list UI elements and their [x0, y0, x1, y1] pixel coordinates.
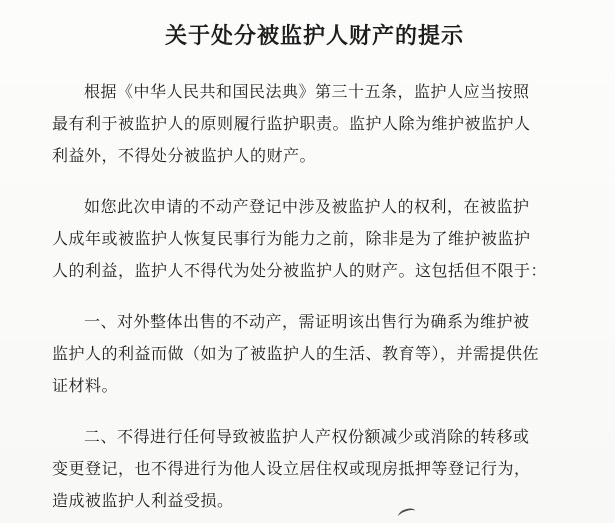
paragraph-line: 监护人的利益而做（如为了被监护人的生活、教育等），并需提供佐 [52, 344, 540, 363]
paragraph-legal-basis [52, 76, 577, 172]
paragraph-line: 二、不得进行任何导致被监护人产权份额减少或消除的转移或 [84, 427, 530, 446]
paragraph-line: 证材料。 [52, 376, 119, 395]
paragraph-line: 如您此次申请的不动产登记中涉及被监护人的权利，在被监护 [84, 197, 530, 216]
paragraph-item-one [52, 306, 577, 402]
paragraph-line: 造成被监护人利益受损。 [52, 491, 234, 510]
paragraph-line: 根据《中华人民共和国民法典》第三十五条，监护人应当按照 [84, 82, 530, 101]
paragraph-line: 最有利于被监护人的原则履行监护职责。监护人除为维护被监护人 [52, 114, 531, 133]
paragraph-line: 利益外，不得处分被监护人的财产。 [52, 146, 317, 165]
document-title: 关于处分被监护人财产的提示 [164, 24, 464, 49]
paragraph-application-scope [52, 191, 577, 287]
paragraph-line: 人的利益，监护人不得代为处分被监护人的财产。这包括但不限于： [52, 261, 548, 280]
paragraph-item-two [52, 421, 577, 517]
paragraph-line: 变更登记，也不得进行为他人设立居住权或现房抵押等登记行为， [52, 459, 531, 478]
paragraph-line: 一、对外整体出售的不动产，需证明该出售行为确系为维护被 [84, 312, 530, 331]
paragraph-line: 人成年或被监护人恢复民事行为能力之前，除非是为了维护被监护 [52, 229, 531, 248]
